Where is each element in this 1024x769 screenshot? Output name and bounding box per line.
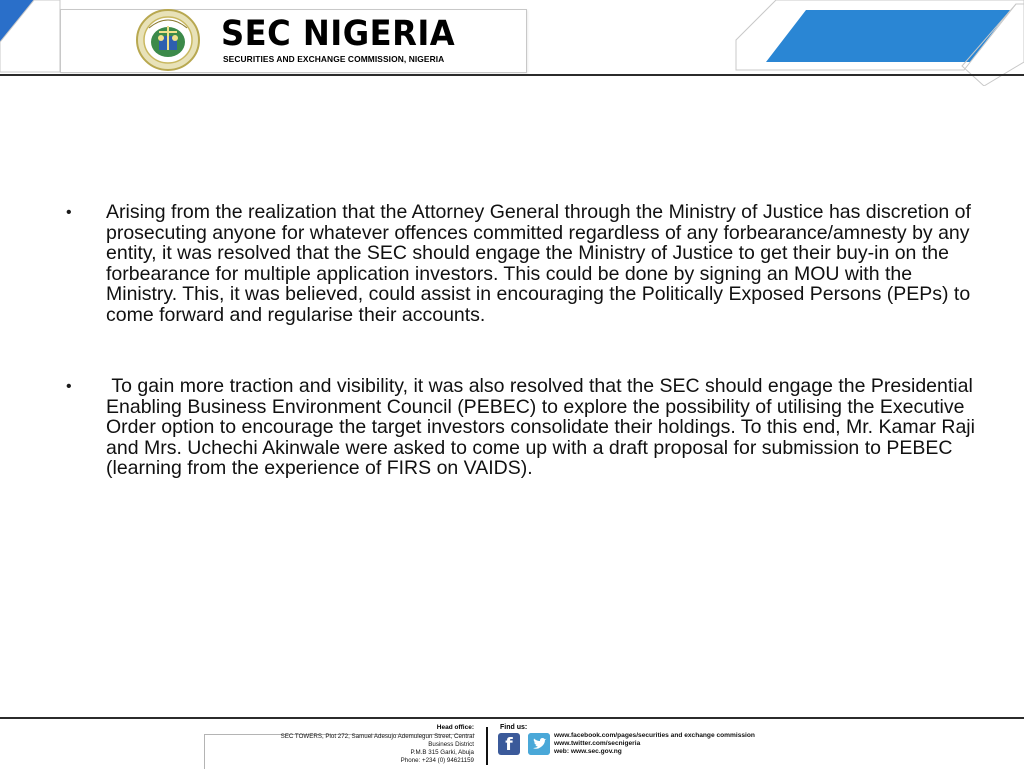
address-line: Business District <box>428 741 474 748</box>
sec-seal-icon <box>135 8 201 72</box>
head-office-title: Head office: <box>436 724 474 731</box>
bullet-marker: • <box>66 204 72 221</box>
facebook-link[interactable]: www.facebook.com/pages/securities and exchange commission <box>554 732 755 739</box>
right-blue-band <box>766 10 1010 62</box>
header-divider <box>0 74 1024 76</box>
page-header <box>0 0 1024 86</box>
bullet-marker: • <box>66 378 72 395</box>
bullet-text: To gain more traction and visibility, it was also resolved that the SEC should engage the Presidential Enabling Business Environment Council (PEBEC) to explore the possibility of utilising the Executive Order option to encourage the target investors consolidate their holdings. To this end, Mr. Kamar Raji and Mrs. Uchechi Akinwale were asked to come up with a draft proposal for submission to PEBEC (learning from the experience of FIRS on VAIDS). <box>106 375 981 479</box>
address-line: P.M.B 315 Garki, Abuja <box>410 749 474 756</box>
twitter-link[interactable]: www.twitter.com/secnigeria <box>554 740 641 747</box>
website-link[interactable]: web: www.sec.gov.ng <box>554 748 622 755</box>
brand-name: SEC NIGERIA <box>221 14 456 54</box>
address-line: SEC TOWERS, Plot 272, Samuel Adesujo Ademulegun Street, Central <box>280 733 474 740</box>
footer-vertical-divider <box>486 727 488 765</box>
brand-subtitle: SECURITIES AND EXCHANGE COMMISSION, NIGERIA <box>223 54 445 64</box>
twitter-icon[interactable] <box>528 733 550 755</box>
find-us-title: Find us: <box>500 724 528 731</box>
footer-divider <box>0 717 1024 719</box>
address-line: Phone: +234 (0) 94621159 <box>400 757 474 764</box>
facebook-icon[interactable]: f <box>498 733 520 755</box>
bullet-text: Arising from the realization that the Attorney General through the Ministry of Justice has discretion of prosecuting anyone for whatever offences committed regardless of any forbearance/amnesty by any entity, it was resolved that the SEC should engage the Ministry of Justice to get their buy-in on the forbearance for multiple application investors. This could be done by signing an MOU with the Ministry. This, it was believed, could assist in encouraging the Politically Exposed Persons (PEPs) to come forward and regularise their accounts. <box>106 201 971 326</box>
